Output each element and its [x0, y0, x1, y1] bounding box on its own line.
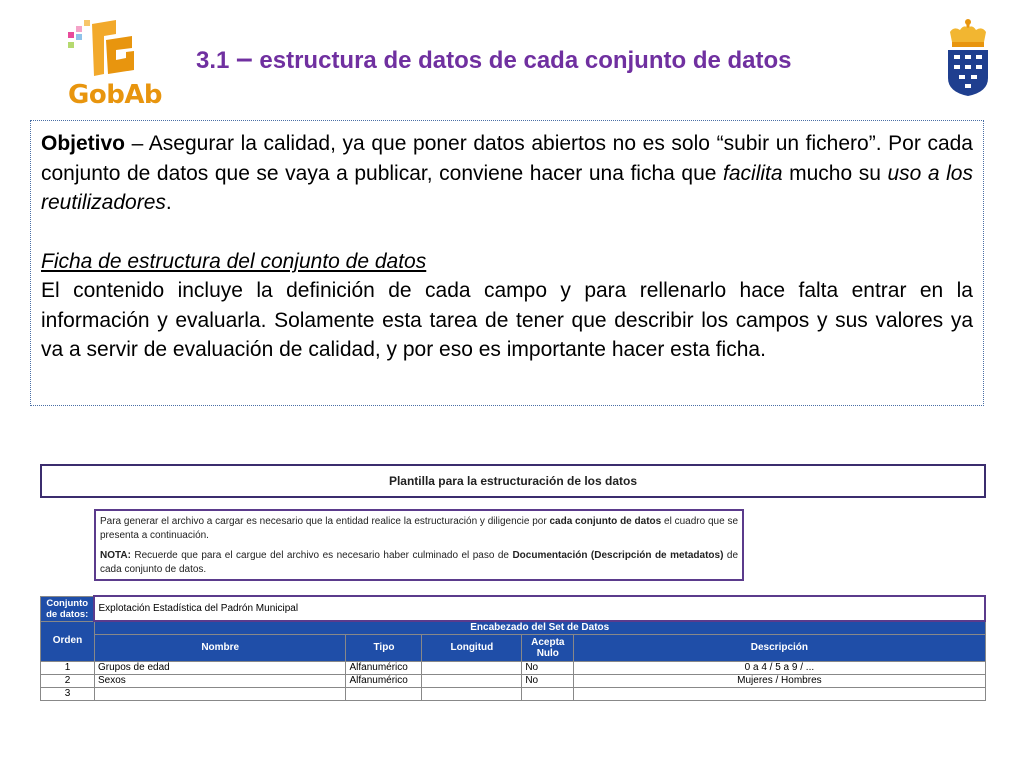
conjunto-label: Conjunto de datos:	[41, 596, 95, 621]
cell-tipo[interactable]: Alfanumérico	[346, 662, 422, 675]
header-nombre: Nombre	[94, 635, 346, 662]
cell-descripcion[interactable]: Mujeres / Hombres	[574, 675, 985, 688]
ficha-paragraph: El contenido incluye la definición de cada campo y para rellenarlo hace falta entrar en la información y evaluarla. Solamente esta tarea de tener que describir los campos y sus valores ya va a servir de evaluación de calidad, y por eso es importante hacer esta ficha.	[41, 279, 973, 361]
table-row	[41, 675, 986, 688]
logo-text: GobAb	[68, 80, 163, 110]
objective-paragraph: Objetivo – Asegurar la calidad, ya que poner datos abiertos no es solo “subir un fichero”. Por cada conjunto de datos que se vaya a publicar, conviene hacer una ficha que facilita mucho su uso a los reutilizadores.	[41, 132, 973, 214]
cell-tipo[interactable]: Alfanumérico	[346, 675, 422, 688]
sheet-note: Para generar el archivo a cargar es necesario que la entidad realice la estructuración y diligencie por cada conjunto de datos el cuadro que se presenta a continuación. NOTA: Recuerde que para el cargue del archivo es necesario haber culminado el paso de Documentación (Descripción de metadatos) de cada conjunto de datos.	[94, 509, 744, 581]
cell-orden: 1	[41, 662, 95, 675]
objective-textbox	[30, 120, 984, 406]
cell-tipo[interactable]	[346, 688, 422, 701]
cell-orden: 3	[41, 688, 95, 701]
conjunto-value[interactable]: Explotación Estadística del Padrón Municipal	[94, 596, 985, 621]
cell-nombre[interactable]: Grupos de edad	[94, 662, 346, 675]
page-title: 3.1 – estructura de datos de cada conjunto de datos	[196, 42, 792, 75]
cell-nombre[interactable]	[94, 688, 346, 701]
cell-longitud[interactable]	[422, 675, 522, 688]
table-row	[41, 662, 986, 675]
cell-nulo[interactable]	[522, 688, 574, 701]
header-acepta-nulo: Acepta Nulo	[522, 635, 574, 662]
cell-nombre[interactable]: Sexos	[94, 675, 346, 688]
cell-nulo[interactable]: No	[522, 662, 574, 675]
table-row	[41, 688, 986, 701]
header-tipo: Tipo	[346, 635, 422, 662]
header-orden: Orden	[41, 621, 95, 662]
cell-nulo[interactable]: No	[522, 675, 574, 688]
cell-descripcion[interactable]: 0 a 4 / 5 a 9 / ...	[574, 662, 985, 675]
structure-table	[40, 595, 986, 701]
header-longitud: Longitud	[422, 635, 522, 662]
canarias-crest-icon	[944, 18, 992, 98]
header-descripcion: Descripción	[574, 635, 985, 662]
cell-longitud[interactable]	[422, 688, 522, 701]
cell-orden: 2	[41, 675, 95, 688]
ficha-heading: Ficha de estructura del conjunto de datos	[41, 249, 427, 273]
cell-descripcion[interactable]	[574, 688, 985, 701]
sheet-title: Plantilla para la estructuración de los datos	[40, 464, 986, 498]
cell-longitud[interactable]	[422, 662, 522, 675]
encabezado-header: Encabezado del Set de Datos	[94, 621, 985, 635]
